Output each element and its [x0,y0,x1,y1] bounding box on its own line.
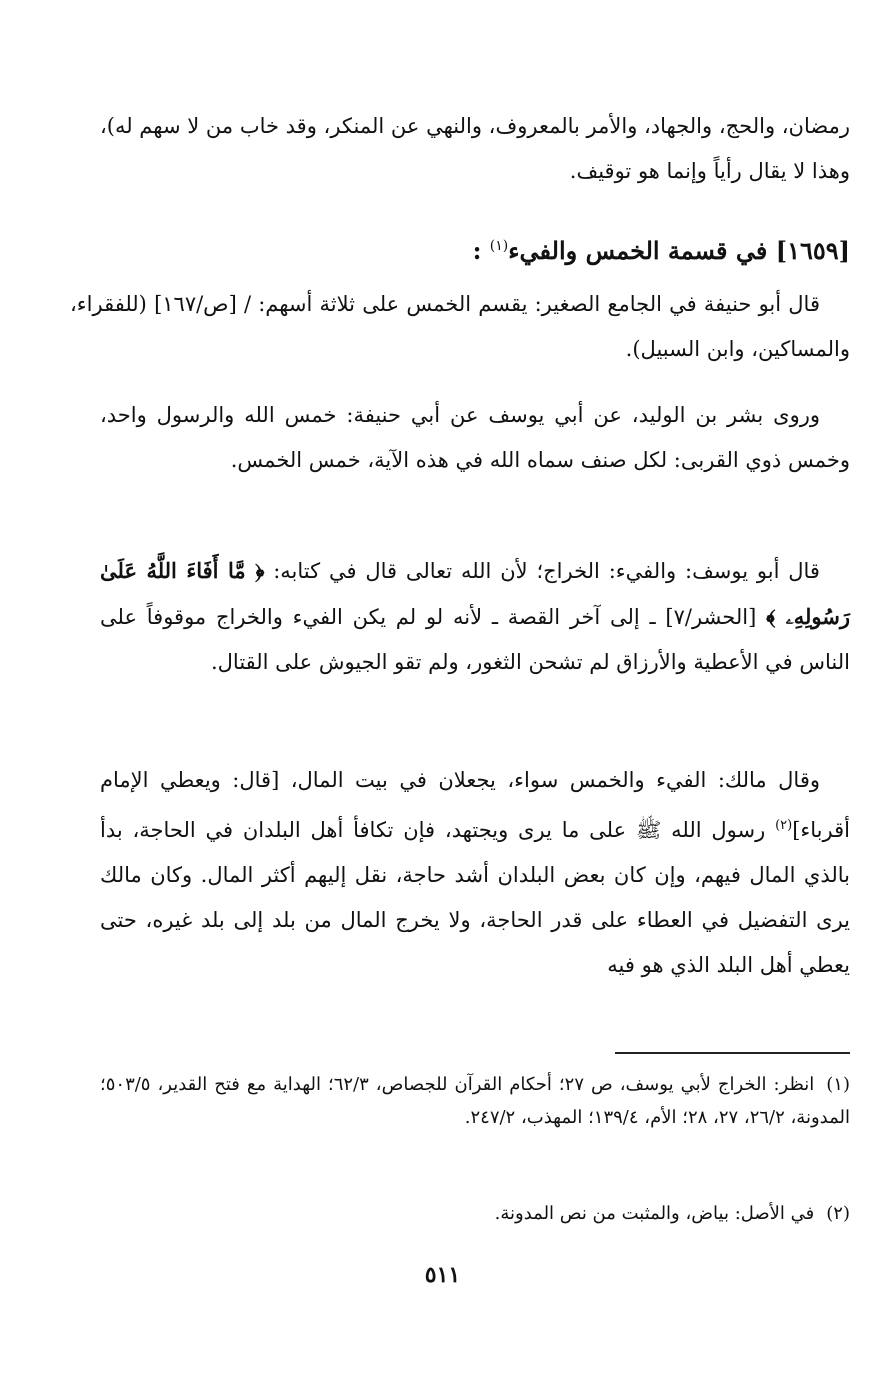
quran-verse: ﴿ مَّا أَفَاءَ اللَّهُ عَلَىٰ رَسُولِهِۦ ﴾ [100,558,851,629]
section-heading [473,226,850,271]
intro-line-1: رمضان، والحج، والجهاد، والأمر بالمعروف، والنهي عن المنكر، وقد خاب [239,114,850,138]
malik-text-b: رسول الله ﷺ على ما يرى ويجتهد، فإن تكافأ أهل البلدان في الحاجة، بدأ بالذي المال فيهم، وإن كان بعض البلدان أشد حاجة، نقل إليهم أكثر المال. وكان مالك يرى التفضيل في العطاء على قدر الحاجة، ولا يخرج المال من بلد إلى بلد غيره، حتى يعطي أهل البلد الذي هو فيه [100,818,850,977]
page-number: ٥١١ [424,1262,461,1288]
footnote-2 [100,1197,850,1230]
malik-paragraph [100,758,850,988]
abu-hanifa-text-b: (للفقراء، والمساكين، وابن السبيل). [70,292,850,361]
footnote-1 [100,1068,850,1134]
abu-yusuf-text-b: [الحشر/٧] ـ إلى آخر القصة ـ لأنه لو لم يكن الفيء والخراج موقوفاً على الناس في الأعطية والأرزاق لم تشحن الثغور، ولم تقو الجيوش على القتال. [100,605,850,674]
malik-footnote-ref: (٢) [775,818,793,833]
abu-yusuf-text-a: قال أبو يوسف: والفيء: الخراج؛ لأن الله تعالى قال في كتابه: [273,559,820,583]
abu-hanifa-text-a: قال أبو حنيفة في الجامع الصغير: يقسم الخمس على ثلاثة أسهم: / [ص/١٦٧] [154,292,820,316]
intro-paragraph [100,104,850,194]
bishr-paragraph: وروى بشر بن الوليد، عن أبي يوسف عن أبي حنيفة: خمس الله والرسول واحد، وخمس ذوي القربى: لكل صنف سماه الله في هذه الآية، خمس الخمس. [100,403,850,472]
abu-yusuf-paragraph [100,548,850,685]
intro-line-2: من لا سهم له)، وهذا لا يقال رأياً وإنما هو توقيف. [100,114,850,183]
footnote-2-number: (٢) [826,1203,850,1224]
footnote-separator [615,1052,850,1054]
footnote-2-text: في الأصل: بياض، والمثبت من نص المدونة. [494,1203,815,1224]
section-heading-colon: : [472,236,482,265]
section-heading-text: [١٦٥٩] في قسمة الخمس والفيء [508,236,850,265]
malik-text-a: وقال مالك: الفيء والخمس سواء، يجعلان في بيت المال، [قال: ويعطي الإمام أقرباء] [100,768,850,842]
footnote-1-text: انظر: الخراج لأبي يوسف، ص ٢٧؛ أحكام القرآن للجصاص، ٦٢/٣؛ الهداية مع فتح القدير، ٥٠٣/٥؛ المدونة، ٢٦/٢، ٢٧، ٢٨؛ الأم، ١٣٩/٤؛ المهذب، ٢٤٧/٢. [100,1074,850,1128]
abu-hanifa-paragraph [70,282,850,372]
footnote-1-number: (١) [826,1074,850,1095]
heading-footnote-ref: (١) [489,238,509,254]
